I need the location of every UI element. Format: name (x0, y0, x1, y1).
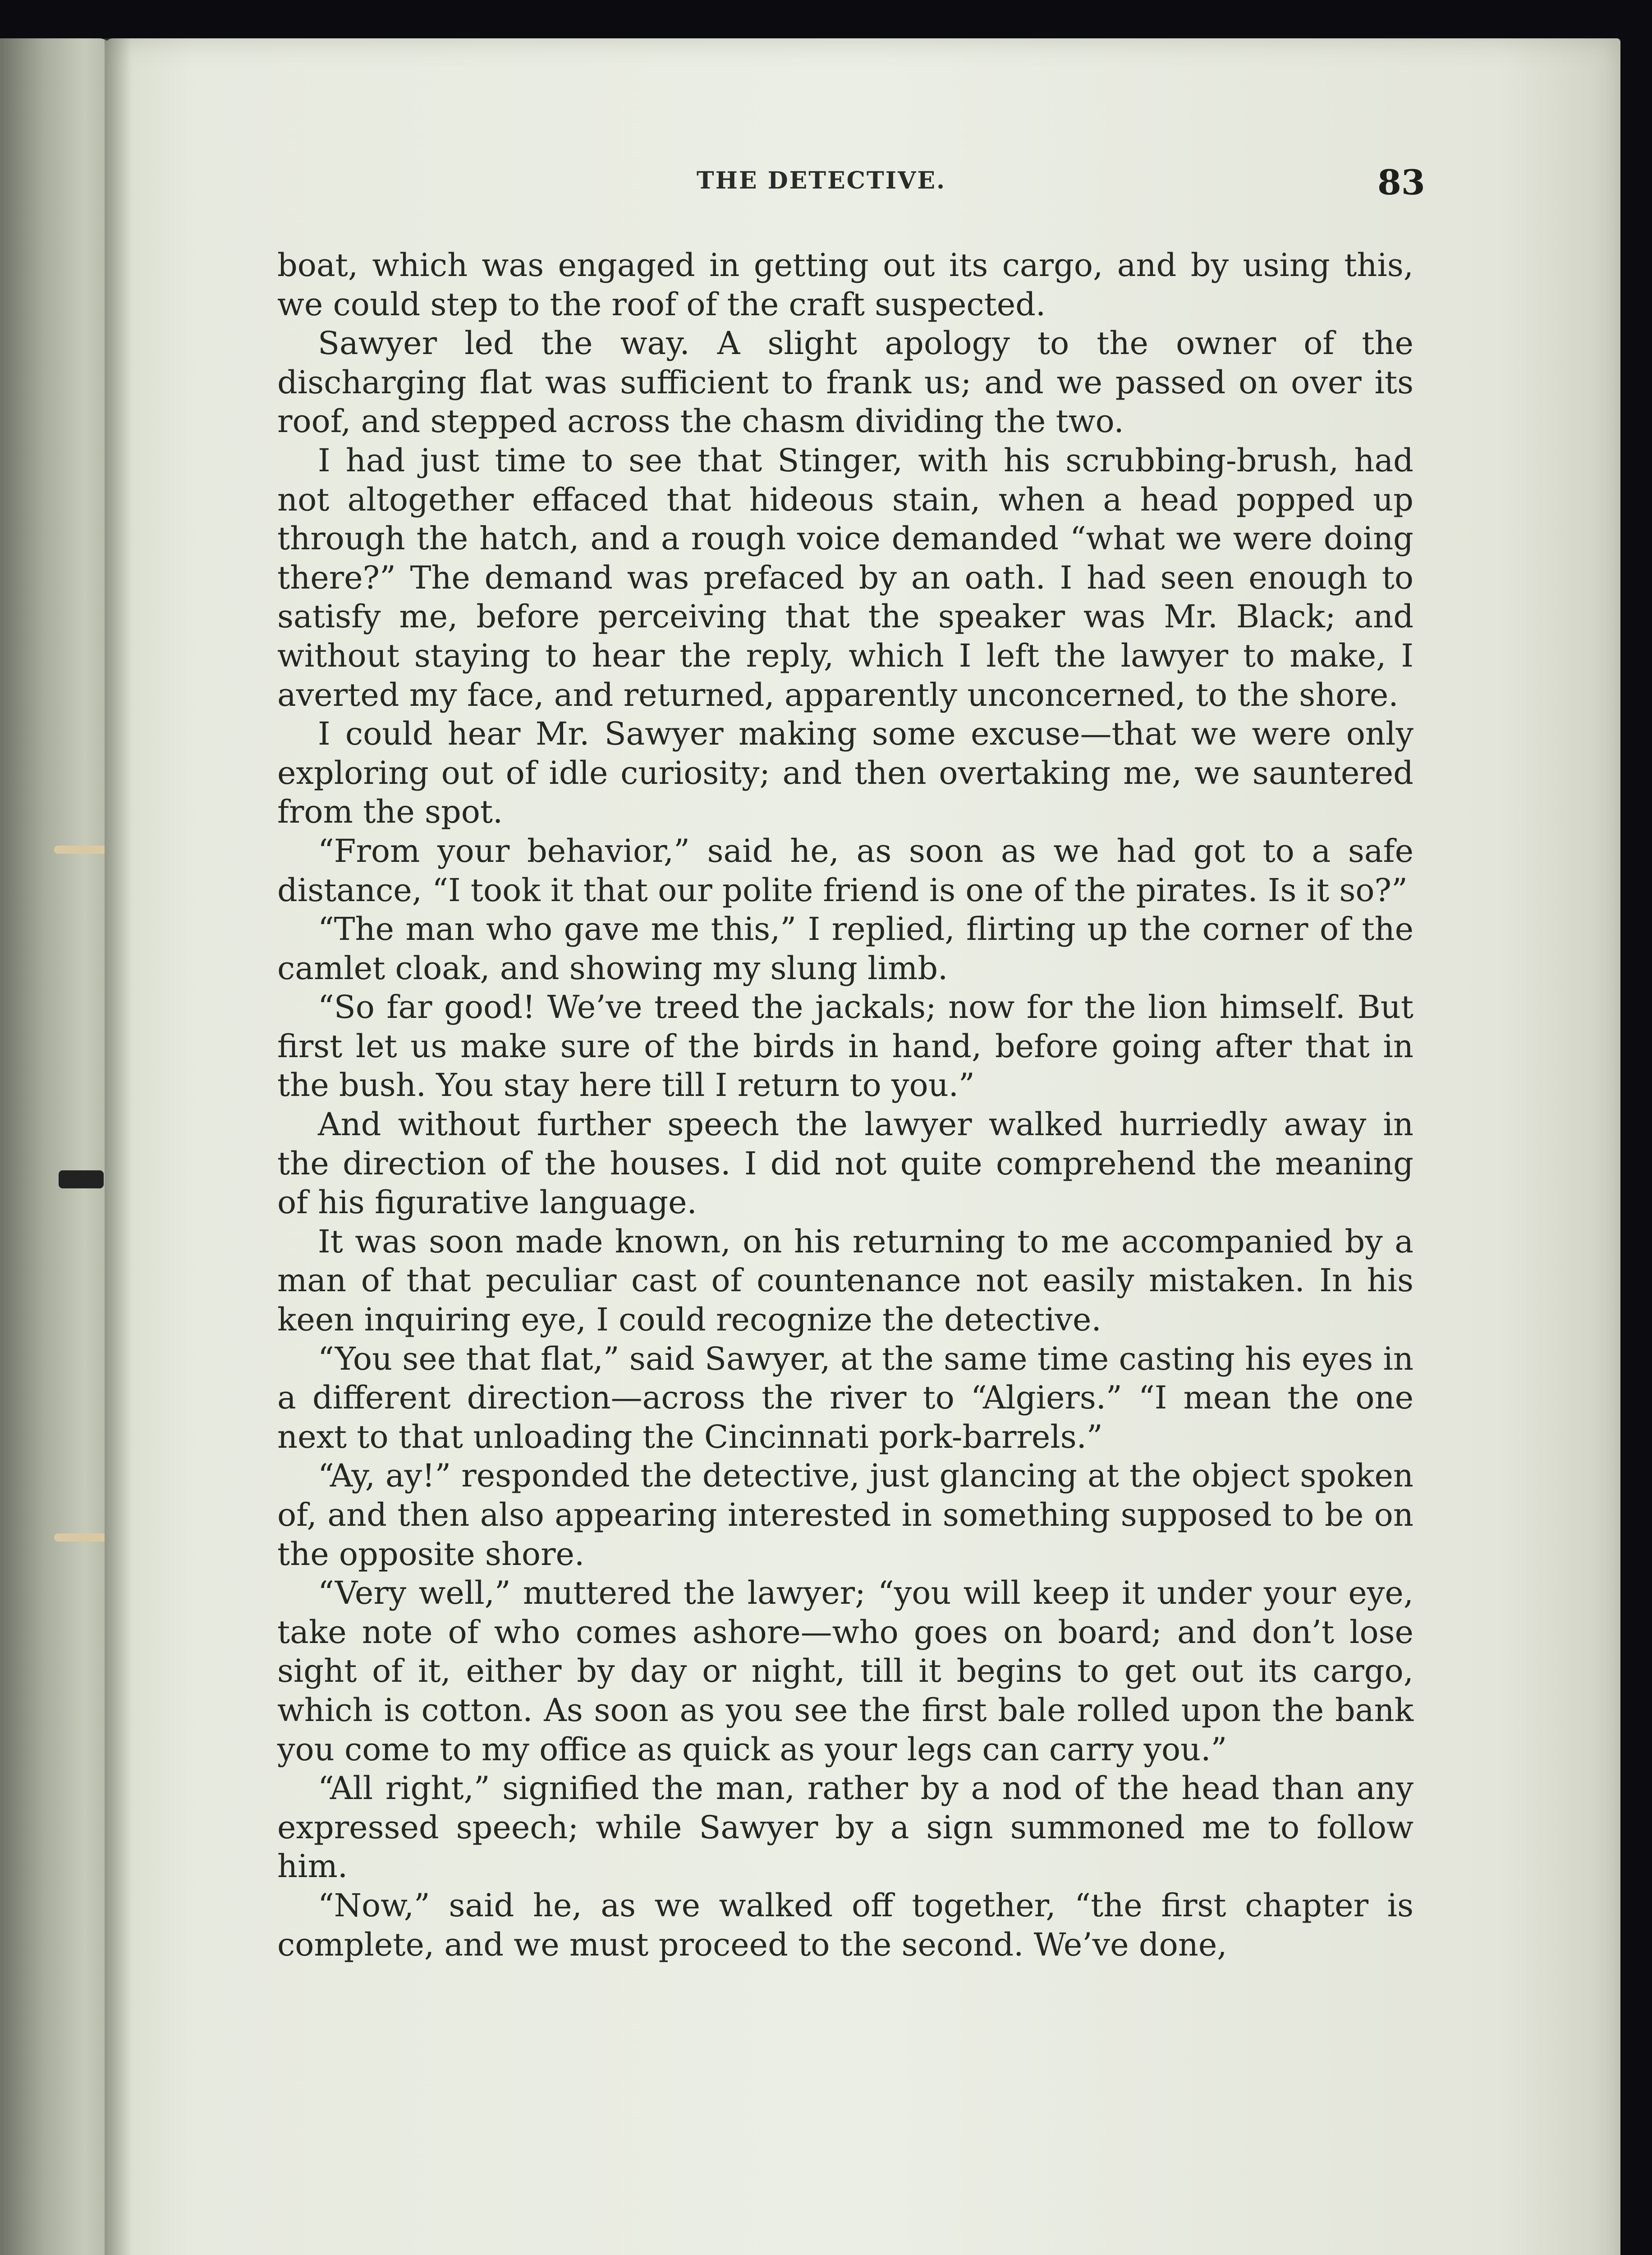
paragraph: “All right,” signified the man, rather by a nod of the head than any expressed speech; while Sawyer by a sign summoned me to follow him. (277, 1770, 1413, 1885)
binding-hole (59, 1170, 104, 1188)
page-number: 83 (1377, 162, 1425, 202)
page-header (0, 162, 1652, 207)
paragraph: “Now,” said he, as we walked off together, “the first chapter is complete, and we must proceed to the second. We’ve done, (277, 1887, 1413, 1963)
paragraph: I had just time to see that Stinger, with his scrubbing-brush, had not altogether effaced that hideous stain, when a head popped up through the hatch, and a rough voice demanded “what we were doing there?” The demand was prefaced by an oath. I had seen enough to satisfy me, before perceiving that the speaker was Mr. Black; and without staying to hear the reply, which I left the lawyer to make, I averted my face, and returned, apparently unconcerned, to the shore. (277, 442, 1413, 713)
paragraph: “From your behavior,” said he, as soon as we had got to a safe distance, “I took it that our polite friend is one of the pirates. Is it so?” (277, 832, 1413, 909)
left-page-edge (0, 38, 113, 2255)
paragraph: boat, which was engaged in getting out its cargo, and by using this, we could step to the roof of the craft suspected. (277, 247, 1413, 323)
paragraph: It was soon made known, on his returning to me accompanied by a man of that peculiar cast of countenance not easily mistaken. In his keen inquiring eye, I could recognize the detective. (277, 1223, 1413, 1339)
paragraph: “So far good! We’ve treed the jackals; now for the lion himself. But first let us make sure of the birds in hand, before going after that in the bush. You stay here till I return to you.” (277, 989, 1413, 1104)
paragraph: And without further speech the lawyer walked hurriedly away in the direction of the houses. I did not quite comprehend the meaning of his figurative language. (277, 1106, 1413, 1221)
body-text (277, 246, 1413, 1964)
page-gutter-shadow (105, 38, 132, 2255)
running-title: THE DETECTIVE. (697, 167, 946, 194)
paragraph: “The man who gave me this,” I replied, flirting up the corner of the camlet cloak, and showing my slung limb. (277, 911, 1413, 987)
paragraph: I could hear Mr. Sawyer making some excuse—that we were only exploring out of idle curiosity; and then overtaking me, we sauntered from the spot. (277, 715, 1413, 831)
paragraph: “Very well,” muttered the lawyer; “you will keep it under your eye, take note of who comes ashore—who goes on board; and don’t lose sight of it, either by day or night, till it begins to get out its cargo, which is cotton. As soon as you see the first bale rolled upon the bank you come to my office as quick as your legs can carry you.” (277, 1574, 1413, 1768)
paragraph: “You see that flat,” said Sawyer, at the same time casting his eyes in a different direction—across the river to “Algiers.” “I mean the one next to that unloading the Cincinnati pork-barrels.” (277, 1340, 1413, 1455)
paragraph: Sawyer led the way. A slight apology to the owner of the discharging flat was sufficient to frank us; and we passed on over its roof, and stepped across the chasm dividing the two. (277, 325, 1413, 440)
paragraph: “Ay, ay!” responded the detective, just glancing at the object spoken of, and then also appearing interested in something supposed to be on the opposite shore. (277, 1457, 1413, 1573)
